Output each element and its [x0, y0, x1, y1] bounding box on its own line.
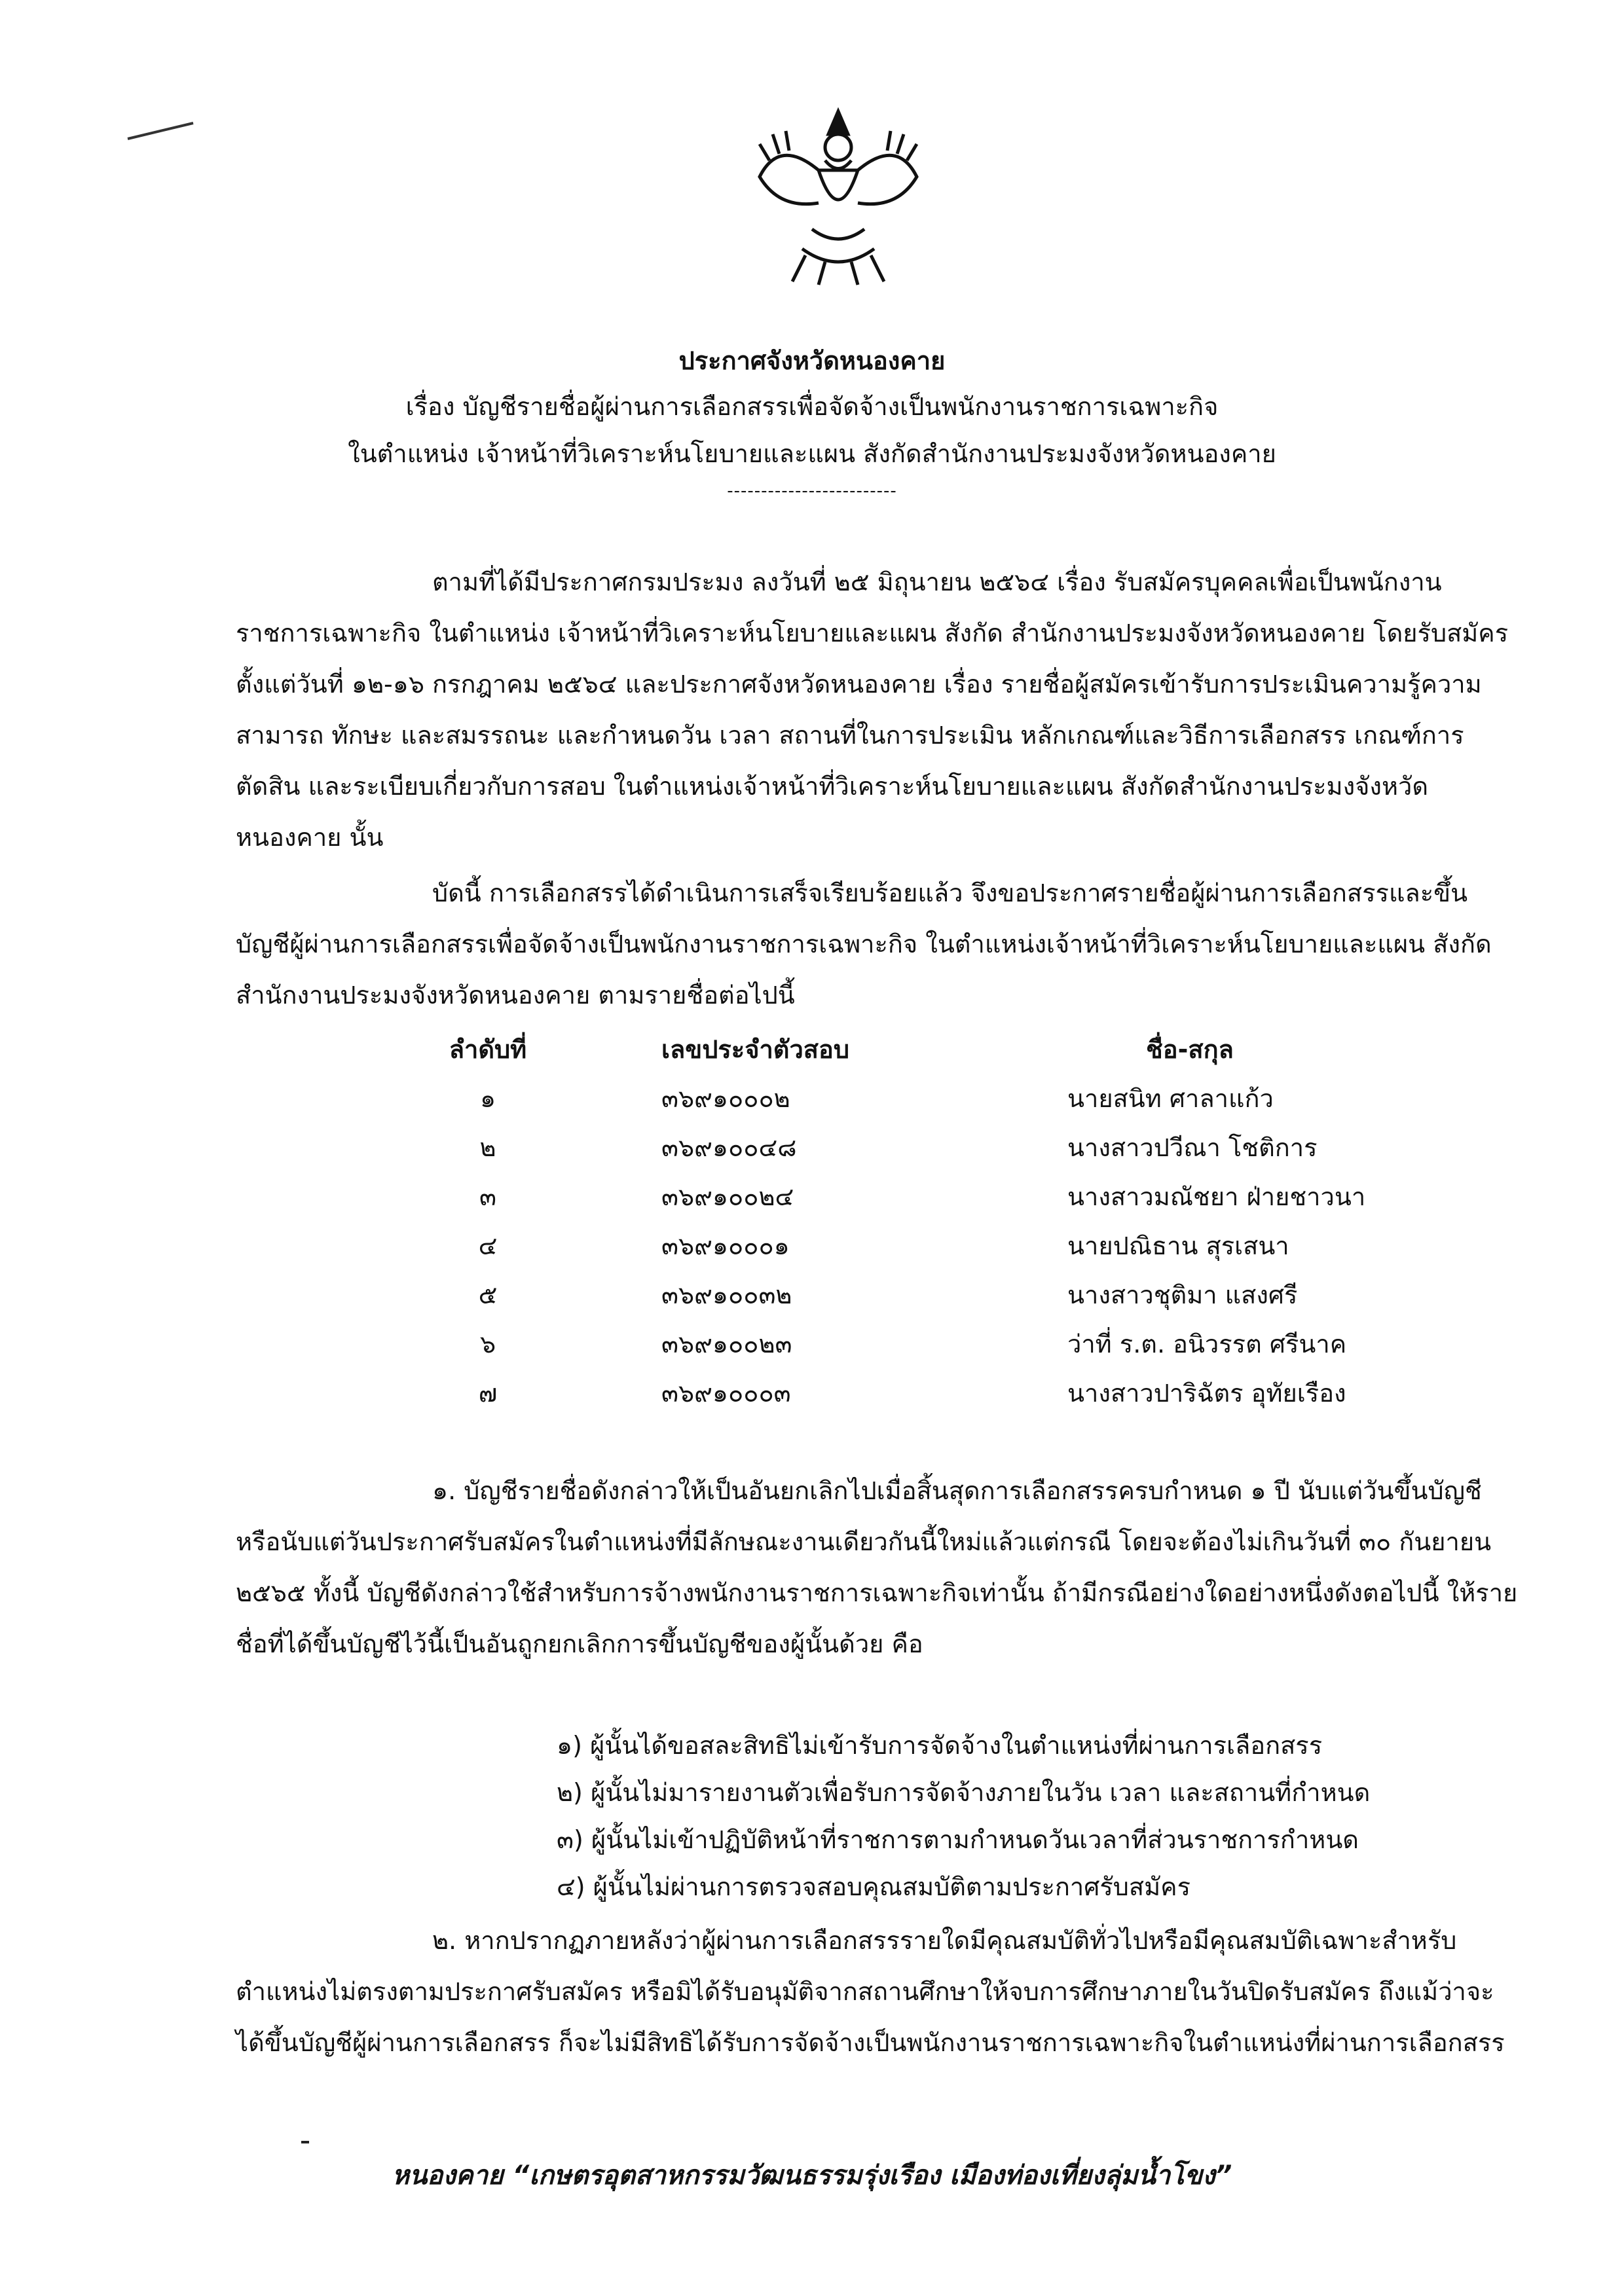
document-title: ประกาศจังหวัดหนองคาย: [678, 346, 946, 375]
row-exam-id: ๓๖๙๑๐๐๐๒: [661, 1084, 790, 1113]
header-order: ลำดับที่: [449, 1035, 527, 1064]
table-row: [367, 1368, 1480, 1417]
row-order: ๖: [479, 1330, 496, 1358]
table-header-row: [367, 1025, 1480, 1074]
scan-mark: [124, 118, 196, 144]
table-row: [367, 1074, 1480, 1123]
row-name: นางสาวมณัชยา ฝ่ายชาวนา: [1067, 1182, 1366, 1211]
header-name: ชื่อ-สกุล: [1146, 1035, 1234, 1064]
row-name: ว่าที่ ร.ต. อนิวรรต ศรีนาค: [1067, 1330, 1347, 1358]
row-order: ๗: [478, 1379, 498, 1408]
row-name: นางสาวปวีณา โชติการ: [1067, 1133, 1318, 1162]
row-exam-id: ๓๖๙๑๐๐๒๓: [661, 1330, 792, 1358]
paragraph-4: ๒. หากปรากฏภายหลังว่าผู้ผ่านการเลือกสรรรายใดมีคุณสมบัติทั่วไปหรือมีคุณสมบัติเฉพาะสำหรับตำแหน่งไม่ตรงตามประกาศรับสมัคร หรือมิได้รับอนุมัติจากสถานศึกษาให้จบการศึกษาภายในวันปิดรับสมัคร ถึงแม้ว่าจะได้ขึ้นบัญชีผู้ผ่านการเลือกสรร ก็จะไม่มีสิทธิได้รับการจัดจ้างเป็นพนักงานราชการเฉพาะกิจในตำแหน่งที่ผ่านการเลือกสรร: [236, 1926, 1505, 2057]
row-name: นายปณิธาน สุรเสนา: [1067, 1231, 1289, 1260]
row-exam-id: ๓๖๙๑๐๐๐๑: [661, 1231, 790, 1260]
conditions-list: [557, 1722, 1370, 1910]
row-order: ๕: [478, 1281, 498, 1309]
table-row: [367, 1319, 1480, 1368]
garuda-emblem-icon: [740, 98, 936, 295]
subject-line-1: เรื่อง บัญชีรายชื่อผู้ผ่านการเลือกสรรเพื่อจัดจ้างเป็นพนักงานราชการเฉพาะกิจ: [405, 392, 1219, 421]
header-exam-id: เลขประจำตัวสอบ: [661, 1035, 849, 1064]
list-item: ๔) ผู้นั้นไม่ผ่านการตรวจสอบคุณสมบัติตามประกาศรับสมัคร: [557, 1872, 1190, 1901]
row-order: ๒: [479, 1133, 496, 1162]
table-row: [367, 1221, 1480, 1270]
row-exam-id: ๓๖๙๑๐๐๒๔: [661, 1182, 794, 1211]
row-exam-id: ๓๖๙๑๐๐๓๒: [661, 1281, 792, 1309]
separator-line: -------------------------: [727, 481, 897, 501]
paragraph-3: ๑. บัญชีรายชื่อดังกล่าวให้เป็นอันยกเลิกไปเมื่อสิ้นสุดการเลือกสรรครบกำหนด ๑ ปี นับแต่วันขึ้นบัญชี หรือนับแต่วันประกาศรับสมัครในตำแหน่งที่มีลักษณะงานเดียวกันนี้ใหม่แล้วแต่กรณี โดยจะต้องไม่เกินวันที่ ๓๐ กันยายน ๒๕๖๕ ทั้งนี้ บัญชีดังกล่าวใช้สำหรับการจ้างพนักงานราชการเฉพาะกิจเท่านั้น ถ้ามีกรณีอย่างใดอย่างหนึ่งดังตอไปนี้ ให้รายชื่อที่ได้ขึ้นบัญชีไว้นี้เป็นอันถูกยกเลิกการขึ้นบัญชีของผู้นั้นด้วย คือ: [236, 1476, 1518, 1658]
list-item: ๒) ผู้นั้นไม่มารายงานตัวเพื่อรับการจัดจ้างภายในวัน เวลา และสถานที่กำหนด: [557, 1778, 1371, 1807]
row-name: นางสาวปาริฉัตร อุทัยเรือง: [1067, 1379, 1346, 1408]
table-row: [367, 1123, 1480, 1172]
table-row: [367, 1172, 1480, 1221]
row-name: นางสาวชุติมา แสงศรี: [1067, 1281, 1298, 1309]
province-motto: หนองคาย “เกษตรอุตสาหกรรมวัฒนธรรมรุ่งเรือง เมืองท่องเที่ยงลุ่มน้ำโขง”: [392, 2160, 1232, 2191]
row-exam-id: ๓๖๙๑๐๐๔๘: [661, 1133, 797, 1162]
list-item: ๓) ผู้นั้นไม่เข้าปฏิบัติหน้าที่ราชการตามกำหนดวันเวลาที่ส่วนราชการกำหนด: [557, 1825, 1359, 1854]
subject-line-2: ในตำแหน่ง เจ้าหน้าที่วิเคราะห์นโยบายและแผน สังกัดสำนักงานประมงจังหวัดหนองคาย: [348, 439, 1276, 468]
table-row: [367, 1270, 1480, 1319]
row-order: ๑: [479, 1084, 496, 1113]
list-item: ๑) ผู้นั้นได้ขอสละสิทธิไม่เข้ารับการจัดจ้างในตำแหน่งที่ผ่านการเลือกสรร: [557, 1731, 1323, 1760]
scan-dot: [301, 2141, 309, 2143]
row-order: ๔: [478, 1231, 498, 1260]
row-name: นายสนิท ศาลาแก้ว: [1067, 1084, 1274, 1113]
row-order: ๓: [479, 1182, 496, 1211]
row-exam-id: ๓๖๙๑๐๐๐๓: [661, 1379, 791, 1408]
passed-candidates-table: [367, 1025, 1480, 1417]
paragraph-2: บัดนี้ การเลือกสรรได้ดำเนินการเสร็จเรียบร้อยแล้ว จึงขอประกาศรายชื่อผู้ผ่านการเลือกสรรและขึ้นบัญชีผู้ผ่านการเลือกสรรเพื่อจัดจ้างเป็นพนักงานราชการเฉพาะกิจ ในตำแหน่งเจ้าหน้าที่วิเคราะห์นโยบายและแผน สังกัดสำนักงานประมงจังหวัดหนองคาย ตามรายชื่อต่อไปนี้: [236, 879, 1492, 1010]
paragraph-1: ตามที่ได้มีประกาศกรมประมง ลงวันที่ ๒๕ มิถุนายน ๒๕๖๔ เรื่อง รับสมัครบุคคลเพื่อเป็นพนักงานราชการเฉพาะกิจ ในตำแหน่ง เจ้าหน้าที่วิเคราะห์นโยบายและแผน สังกัด สำนักงานประมงจังหวัดหนองคาย โดยรับสมัครตั้งแต่วันที่ ๑๒-๑๖ กรกฎาคม ๒๕๖๔ และประกาศจังหวัดหนองคาย เรื่อง รายชื่อผู้สมัครเข้ารับการประเมินความรู้ความสามารถ ทักษะ และสมรรถนะ และกำหนดวัน เวลา สถานที่ในการประเมิน หลักเกณฑ์และวิธีการเลือกสรร เกณฑ์การตัดสิน และระเบียบเกี่ยวกับการสอบ ในตำแหน่งเจ้าหน้าที่วิเคราะห์นโยบายและแผน สังกัดสำนักงานประมงจังหวัดหนองคาย นั้น: [236, 568, 1509, 852]
